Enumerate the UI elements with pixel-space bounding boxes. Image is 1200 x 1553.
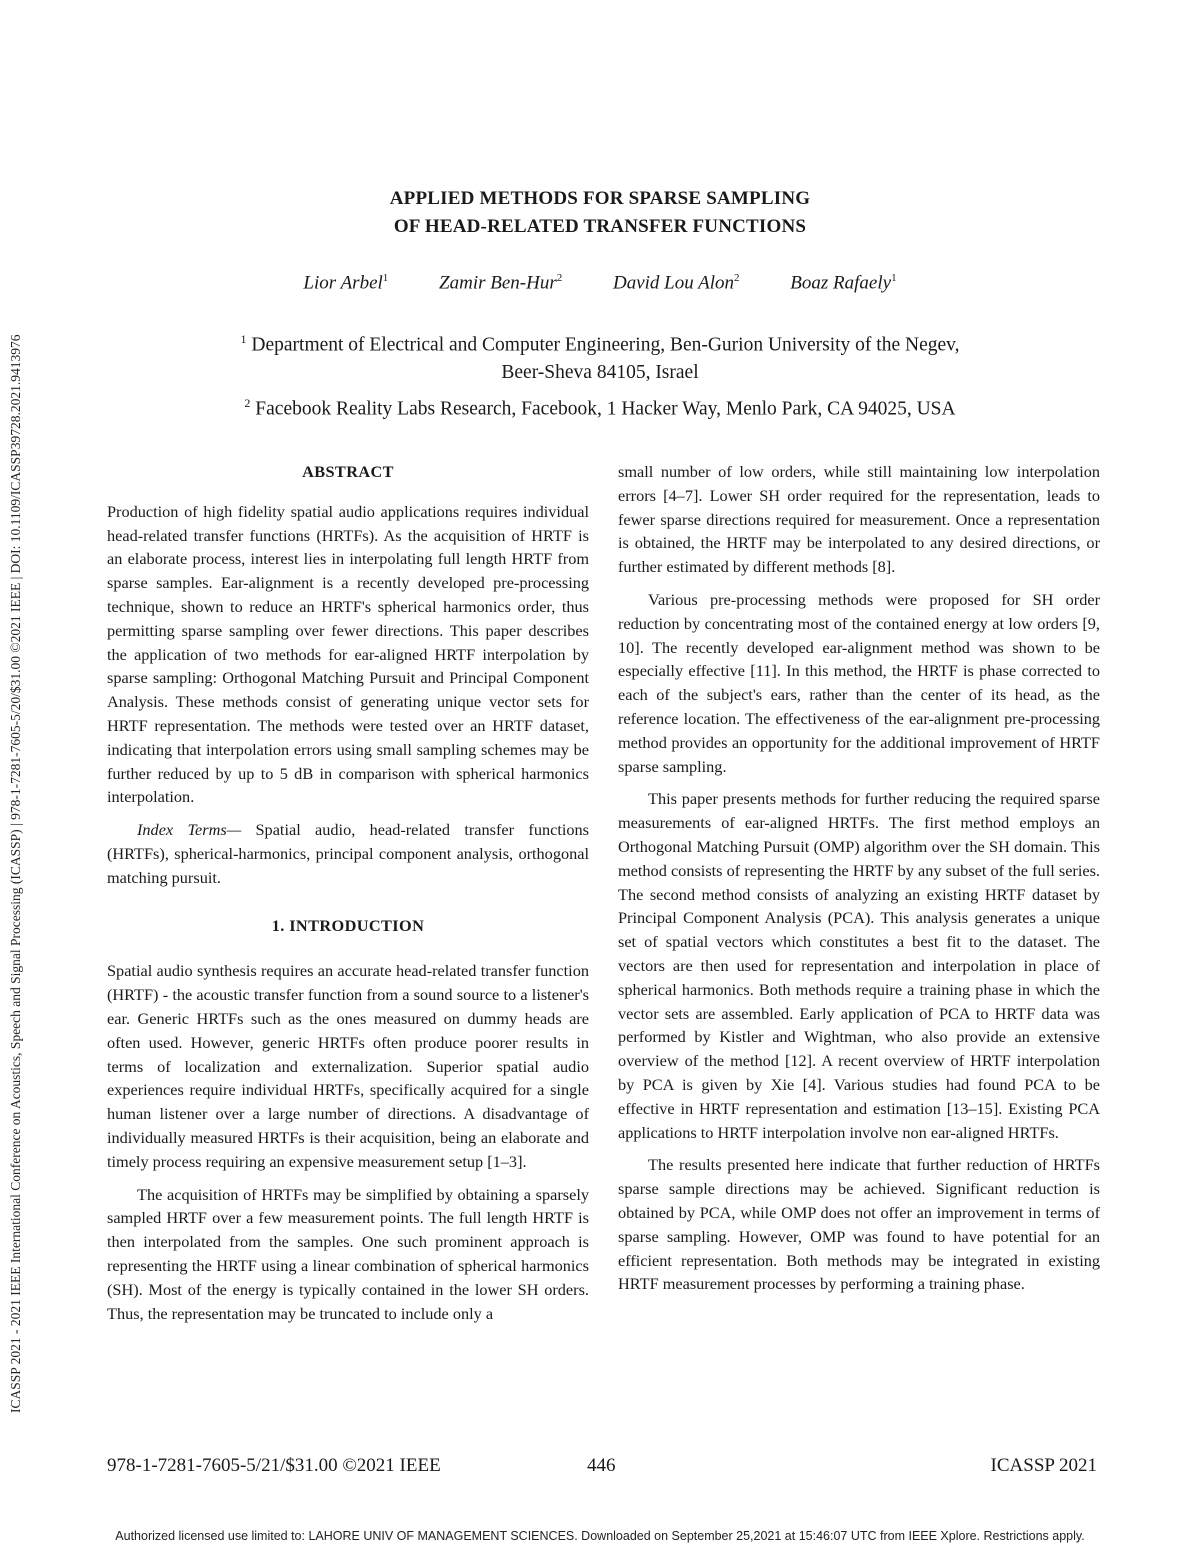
paper-title (0, 185, 1200, 241)
author-list (0, 272, 1200, 294)
intro-paragraph-5: The results presented here indicate that further reduction of HRTFs sparse sample directions may be achieved. Significant reduction is obtained by PCA, while OMP does not offer an improvement in terms of sparse sampling. However, OMP was found to have potential for an efficient representation. Both methods may be integrated in existing HRTF measurement processes by performing a training phase. (618, 1155, 1100, 1294)
author-affil-mark: 2 (556, 272, 563, 284)
footer-isbn: 978-1-7281-7605-5/21/$31.00 ©2021 IEEE (107, 1455, 441, 1476)
index-terms (107, 818, 589, 889)
license-note: Authorized licensed use limited to: LAHORE UNIV OF MANAGEMENT SCIENCES. Downloaded on September 25,2021 at 15:46:07 UTC from IEEE Xplore. Restrictions apply. (115, 1529, 1085, 1543)
author (439, 272, 562, 294)
affiliation-text: Facebook Reality Labs Research, Facebook, 1 Hacker Way, Menlo Park, CA 94025, USA (255, 398, 956, 419)
affiliation-1 (0, 326, 1200, 359)
abstract-text: Production of high fidelity spatial audio applications requires individual head-related transfer functions (HRTFs). As the acquisition of HRTF is an elaborate process, interest lies in interpolating full length HRTF from sparse samples. Ear-alignment is a recently developed pre-processing technique, shown to reduce an HRTF's spherical harmonics order, thus permitting sparse sampling over fewer directions. This paper describes the application of two methods for ear-aligned HRTF interpolation by sparse sampling: Orthogonal Matching Pursuit and Principal Component Analysis. These methods consist of generating unique vector sets for HRTF representation. The methods were tested over an HRTF dataset, indicating that interpolation errors using small sampling schemes may be further reduced by up to 5 dB in comparison with spherical harmonics interpolation. (107, 501, 589, 807)
author-name: David Lou Alon (612, 272, 735, 294)
introduction-heading: 1. INTRODUCTION (271, 915, 425, 935)
abstract-heading: ABSTRACT (302, 462, 394, 481)
affiliation-mark: 2 (244, 395, 251, 410)
affiliations (0, 326, 1200, 422)
author (303, 272, 388, 294)
affiliation-text: Department of Electrical and Computer Engineering, Ben-Gurion University of the Negev, (251, 334, 960, 356)
side-note: ICASSP 2021 - 2021 IEEE International Conference on Acoustics, Speech and Signal Processing (ICASSP) | 978-1-7281-7605-5/20/$31.00 ©2021 IEEE | DOI: 10.1109/ICASSP39728.2021.9413976 (8, 334, 23, 1413)
title-line-2: OF HEAD-RELATED TRANSFER FUNCTIONS (393, 216, 807, 237)
title-line-1: APPLIED METHODS FOR SPARSE SAMPLING (389, 188, 811, 209)
affiliation-mark: 1 (240, 332, 247, 346)
author-affil-mark: 1 (382, 272, 389, 284)
intro-paragraph-2: The acquisition of HRTFs may be simplified by obtaining a sparsely sampled HRTF over a few measurement points. The full length HRTF is then interpolated from the samples. One such prominent approach is representing the HRTF using a linear combination of spherical harmonics (SH). Most of the energy is typically contained in the lower SH orders. Thus, the representation may be truncated to include only a (107, 1184, 589, 1323)
author-affil-mark: 2 (734, 272, 740, 284)
author-name: Lior Arbel (303, 272, 383, 294)
index-terms-label: Index Terms— (137, 820, 242, 840)
right-column (618, 460, 1100, 1305)
intro-paragraph-4: This paper presents methods for further reducing the required sparse measurements of ear-aligned HRTFs. The first method employs an Orthogonal Matching Pursuit (OMP) algorithm over the SH domain. This method consists of representing the HRTF by any subset of the full series. The second method consists of analyzing an existing HRTF dataset by Principal Component Analysis (PCA). This analysis generates a unique set of spatial vectors which constitutes a best fit to the dataset. The vectors are then used for representation and interpolation in place of spherical harmonics. Both methods require a training phase in which the vector sets are assembled. Early application of PCA to HRTF data was performed by Kistler and Wightman, who also provide an extensive overview of the method [12]. A recent overview of HRTF interpolation by PCA is given by Xie [4]. Various studies had found PCA to be effective in HRTF representation and estimation [13–15]. Existing PCA applications to HRTF interpolation involve non ear-aligned HRTFs. (618, 789, 1100, 1142)
author (790, 272, 896, 294)
affiliation-2 (0, 390, 1200, 423)
left-column (107, 460, 589, 1334)
page-number: 446 (587, 1455, 616, 1476)
author-affil-mark: 1 (891, 272, 897, 284)
intro-paragraph-3: Various pre-processing methods were proposed for SH order reduction by concentrating most of the contained energy at low orders [9, 10]. The recently developed ear-alignment method was shown to be especially effective [11]. In this method, the HRTF is phase corrected to each of the subject's ears, rather than the center of its head, as the reference location. The effectiveness of the ear-alignment pre-processing method provides an opportunity for the additional improvement of HRTF sparse sampling. (618, 589, 1100, 776)
affiliation-1-city: Beer-Sheva 84105, Israel (501, 361, 699, 383)
intro-paragraph-1: Spatial audio synthesis requires an accurate head-related transfer function (HRTF) - the acoustic transfer function from a sound source to a listener's ear. Generic HRTFs such as the ones measured on dummy heads are often used. However, generic HRTFs often produce poorer results in terms of localization and externalization. Superior spatial audio experiences require individual HRTFs, specifically acquired for a single human listener over a large number of directions. A disadvantage of individually measured HRTFs is their acquisition, being an elaborate and timely process requiring an expensive measurement setup [1–3]. (107, 961, 589, 1171)
index-terms-text: Spatial audio, head-related transfer functions (HRTFs), spherical-harmonics, principal component analysis, orthogonal matching pursuit. (107, 820, 589, 887)
footer-conference: ICASSP 2021 (990, 1455, 1097, 1476)
author-name: Boaz Rafaely (790, 272, 892, 294)
intro-paragraph-2-continued: small number of low orders, while still maintaining low interpolation errors [4–7]. Lower SH order required for the representation, leads to fewer sparse directions required for measurement. Once a representation is obtained, the HRTF may be interpolated to any desired directions, or further estimated by different methods [8]. (618, 462, 1100, 577)
author (613, 272, 740, 294)
author-name: Zamir Ben-Hur (439, 272, 557, 294)
